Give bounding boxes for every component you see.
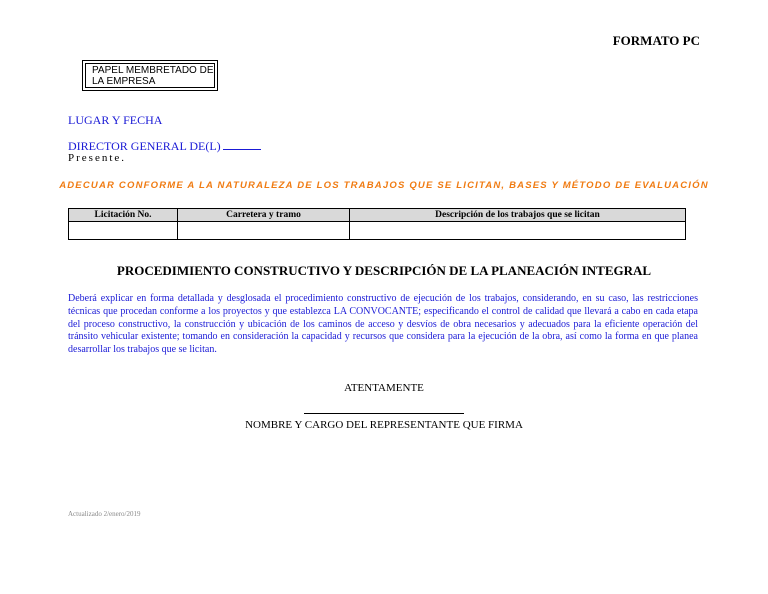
addressee-label: DIRECTOR GENERAL DE(L) — [68, 139, 221, 153]
place-and-date: LUGAR Y FECHA — [68, 113, 163, 127]
letterhead-line-2: LA EMPRESA — [92, 76, 156, 87]
col-header-licitacion: Licitación No. — [69, 209, 178, 222]
letterhead-line-1: PAPEL MEMBRETADO DE — [92, 65, 214, 76]
col-header-carretera: Carretera y tramo — [178, 209, 350, 222]
table-row — [69, 222, 686, 240]
format-code: FORMATO PC — [612, 33, 700, 48]
instruction-note: ADECUAR CONFORME A LA NATURALEZA DE LOS TRABAJOS QUE SE LICITAN, BASES Y MÉTODO DE EVALUACIÓN — [59, 180, 709, 191]
col-header-descripcion: Descripción de los trabajos que se licitan — [350, 209, 686, 222]
tender-info-table — [68, 208, 686, 240]
cell-licitacion[interactable] — [69, 222, 178, 240]
cell-carretera[interactable] — [178, 222, 350, 240]
document-title: PROCEDIMIENTO CONSTRUCTIVO Y DESCRIPCIÓN DE LA PLANEACIÓN INTEGRAL — [116, 263, 652, 278]
updated-date: Actualizado 2/enero/2019 — [68, 510, 141, 518]
signer-name-and-title: NOMBRE Y CARGO DEL REPRESENTANTE QUE FIRMA — [245, 419, 523, 431]
closing: ATENTAMENTE — [344, 382, 424, 394]
cell-descripcion[interactable] — [350, 222, 686, 240]
signature-line — [304, 413, 464, 414]
salutation: Presente. — [68, 152, 127, 164]
table-header-row — [69, 209, 686, 222]
instructions-paragraph: Deberá explicar en forma detallada y desglosada el procedimiento constructivo de ejecución de los trabajos, considerando, en su caso, las restricciones técnicas que procedan conforme a los proyectos y que establezca LA CONVOCANTE; especificando el control de calidad que llevará a cabo en cada etapa del proceso constructivo, la construcción y ubicación de los caminos de acceso y desvíos de obra necesarios y adecuados para la eficiente operación del tránsito vehicular existente; tomando en consideración la capacidad y recursos que considera para la ejecución de la obra, así como la forma en que planea desarrollar los trabajos que se licitan. — [68, 293, 698, 356]
addressee-blank-line — [223, 139, 261, 150]
letterhead-placeholder-box — [82, 60, 218, 91]
